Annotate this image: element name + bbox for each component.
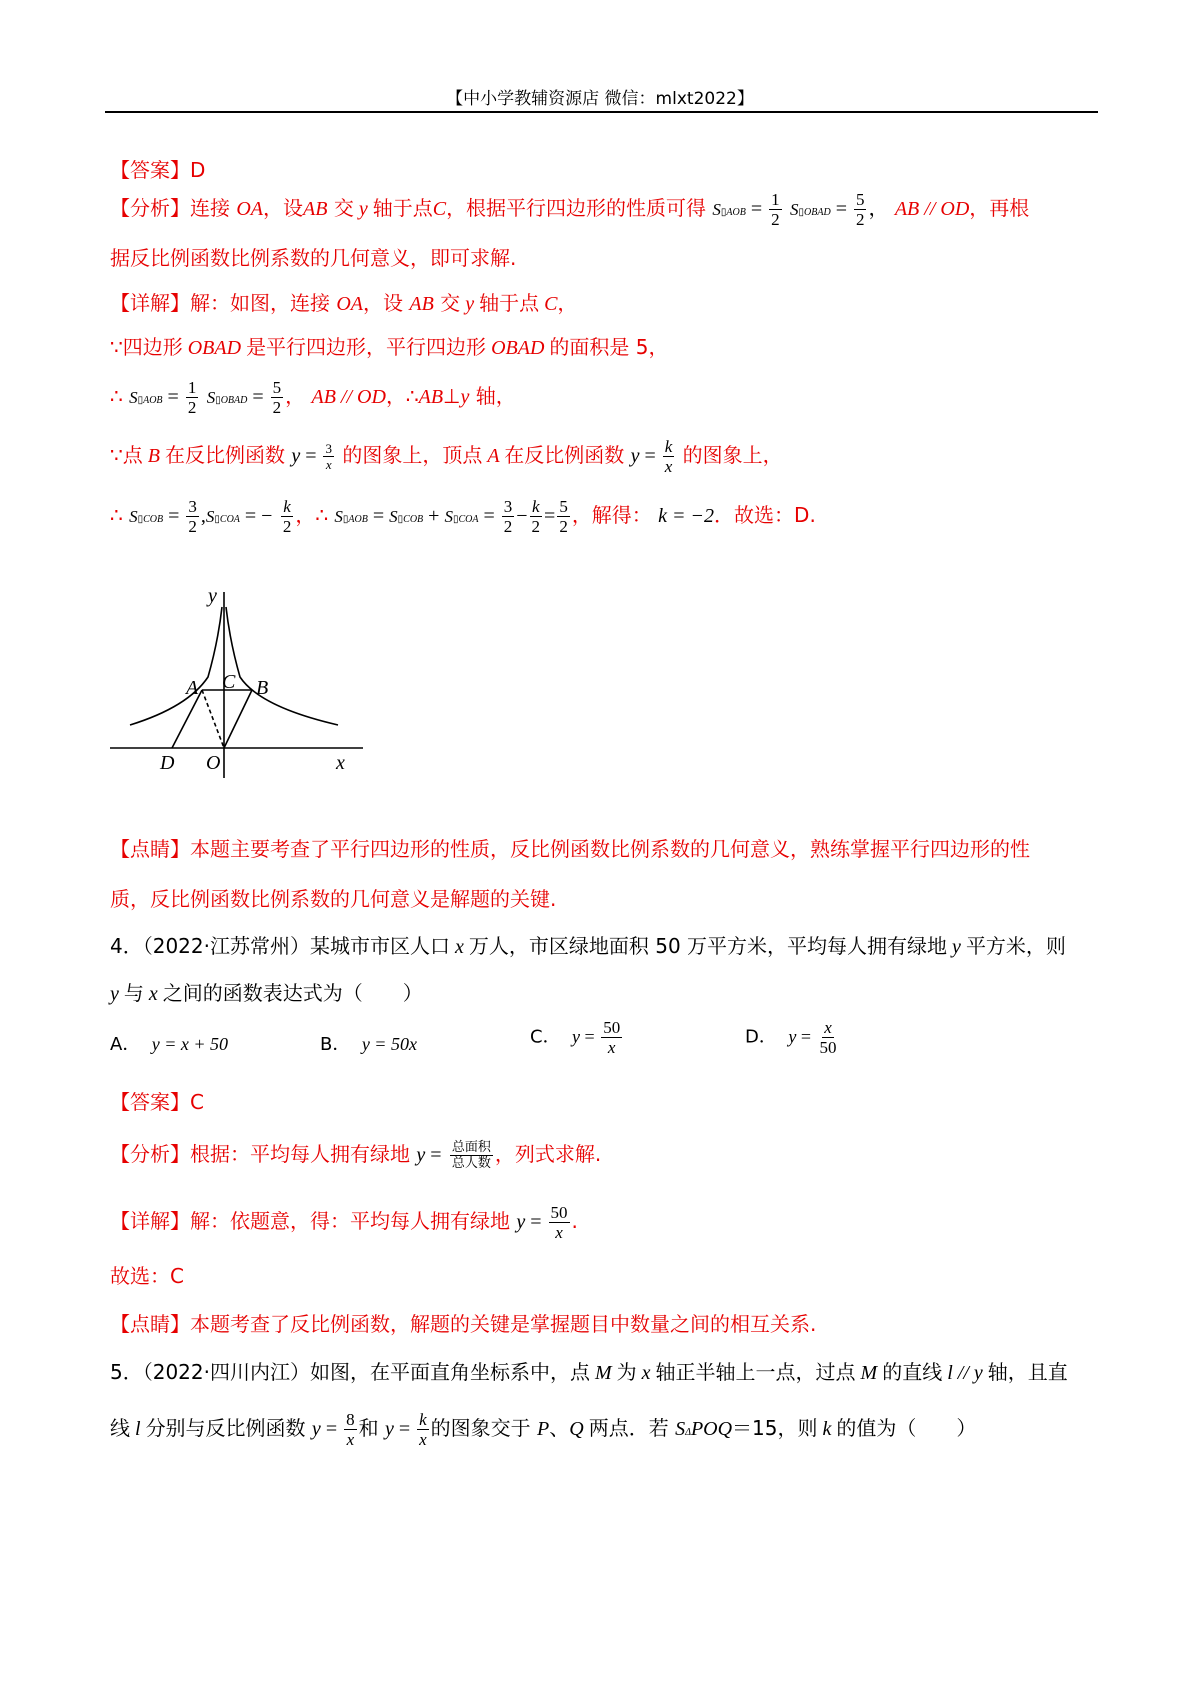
q4-detail: 【详解】解：依题意，得：平均每人拥有绿地 y = $\frac{50}{x}$ .: [110, 1203, 578, 1242]
q3-analysis: 【分析】连接 OA，设AB 交 y 轴于点C，根据平行四边形的性质可得 S▯AOB = $\frac{1}{2}$ S▯OBAD = $\frac{5}{2}$ ， AB // OD，再根: [110, 190, 1030, 229]
q3-detail-4: ∵点 B 在反比例函数 y = $\frac{3}{x}$ 的图象上，顶点 A 在反比例函数 y = $\frac{k}{x}$ 的图象上，: [110, 437, 783, 476]
segment-ao-dashed: [202, 690, 224, 748]
q4-analysis: 【分析】根据：平均每人拥有绿地 y = $\frac{\text{总面积}}{\text{总人数}}$ ，列式求解.: [110, 1140, 602, 1171]
q5-stem-1: 5．（2022·四川内江）如图，在平面直角坐标系中，点 M 为 x 轴正半轴上一点，过点 M 的直线 l // y 轴，且直: [110, 1360, 1068, 1384]
label-y: y: [208, 585, 217, 607]
q3-analysis-line2: 据反比例函数比例系数的几何意义，即可求解.: [110, 246, 517, 270]
label-d: D: [160, 752, 175, 774]
header-rule: [105, 111, 1098, 113]
left-hyperbola-branch: [130, 607, 222, 725]
q3-detail-3: ∴ S▯AOB = $\frac{1}{2}$ S▯OBAD = $\frac{5}{2}$ ， AB // OD，∴AB⊥y 轴，: [110, 378, 516, 417]
q3-detail-5: ∴ S▯COB = $\frac{3}{2}$ ,S▯COA = − $\frac{k}{2}$ ，∴ S▯AOB = S▯COB + S▯COA = $\frac{3}{2}$ − $\frac{k}{2}$ = $\frac{5}{2}$ ，解得： k = −2．故选：D.: [110, 497, 816, 536]
q4-answer: 【答案】C: [110, 1090, 204, 1114]
q4-option-d: D． y = $\frac{x}{50}$: [745, 1018, 837, 1057]
label-c: C: [222, 671, 236, 693]
q3-answer: 【答案】D: [110, 158, 206, 182]
label-b: B: [256, 677, 269, 699]
segment-bo: [224, 690, 252, 748]
q5-stem-2: 线 l 分别与反比例函数 y = $\frac{8}{x}$ 和 y = $\frac{k}{x}$ 的图象交于 P、Q 两点．若 SΔPOQ＝15，则 k 的值为（ ）: [110, 1410, 977, 1449]
label-a: A: [186, 677, 199, 699]
q4-stem-1: 4．（2022·江苏常州）某城市市区人口 x 万人，市区绿地面积 50 万平方米，平均每人拥有绿地 y 平方米，则: [110, 934, 1066, 958]
label-x: x: [336, 752, 345, 774]
q4-option-c: C． y = $\frac{50}{x}$: [530, 1018, 621, 1057]
hyperbola-parallelogram-figure: [108, 582, 368, 782]
q4-comment: 【点睛】本题考查了反比例函数，解题的关键是掌握题目中数量之间的相互关系.: [110, 1312, 817, 1336]
q4-stem-2: y 与 x 之间的函数表达式为（ ）: [110, 981, 423, 1005]
q3-comment-1: 【点睛】本题主要考查了平行四边形的性质，反比例函数比例系数的几何意义，熟练掌握平行四边形的性: [110, 837, 1030, 861]
q3-detail-2: ∵四边形 OBAD 是平行四边形，平行四边形 OBAD 的面积是 5，: [110, 335, 669, 359]
q4-choose: 故选：C: [110, 1264, 184, 1288]
q4-option-a: A． y = x + 50: [110, 1034, 229, 1055]
q4-option-b: B． y = 50x: [320, 1034, 417, 1055]
label-o: O: [206, 752, 221, 774]
q3-detail-1: 【详解】解：如图，连接 OA，设 AB 交 y 轴于点 C，: [110, 291, 578, 315]
page-header: 【中小学教辅资源店 微信：mlxt2022】: [446, 89, 754, 109]
q3-comment-2: 质，反比例函数比例系数的几何意义是解题的关键.: [110, 887, 557, 911]
